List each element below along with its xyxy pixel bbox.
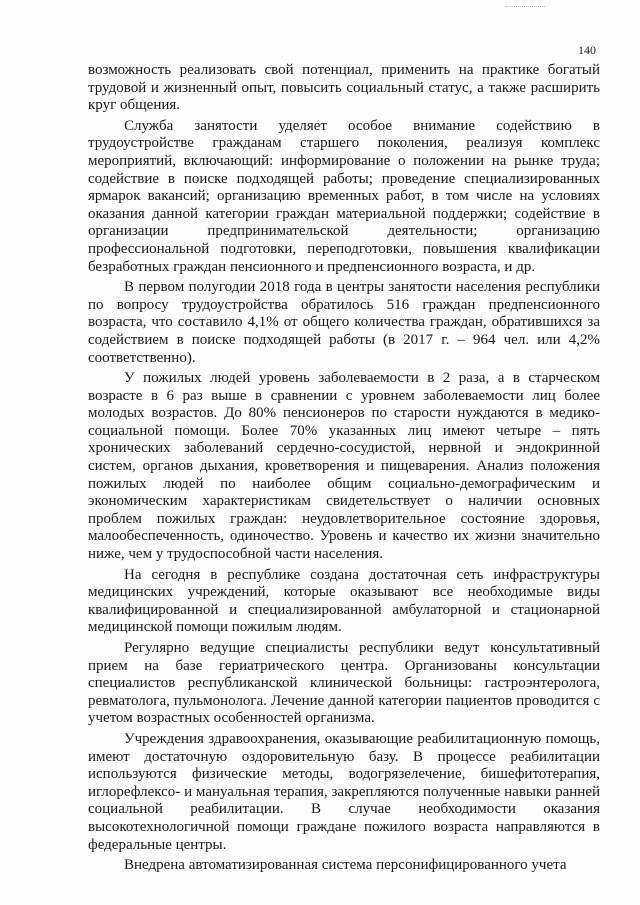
paragraph-automated-system: Внедрена автоматизированная система персонифицированного учета — [124, 857, 567, 874]
paragraph-first-half-2018: В первом полугодии 2018 года в центры занятости населения республики по вопросу трудоустройства обратилось 516 граждан предпенсионного возраста, что составило 4,1% от общего количества граждан, обратившихся за содействием в поиске подходящей работы (в 2017 г. – 964 чел. или 4,2% соответственно). — [88, 279, 600, 366]
paragraph-geriatric-consultations: Регулярно ведущие специалисты республики ведут консультативный прием на базе гериатрического центра. Организованы консультации специалистов республиканской клинической больницы: гастроэнтеролога, ревматолога, пульмонолога. Лечение данной категории пациентов проводится с учетом возрастных особенностей организма. — [88, 640, 600, 727]
paragraph-medical-infrastructure: На сегодня в республике создана достаточная сеть инфраструктуры медицинских учреждений, которые оказывают все необходимые виды квалифицированной и специализированной амбулаторной и стационарной медицинской помощи пожилым людям. — [88, 566, 600, 636]
paragraph-rehabilitation: Учреждения здравоохранения, оказывающие реабилитационную помощь, имеют достаточную оздоровительную базу. В процессе реабилитации используются физические методы, водогрязелечение, бишефитотерапия, иглорефлексо- и мануальная терапия, закрепляются полученные навыки ранней социальной реабилитации. В случае необходимости оказания высокотехнологичной помощи граждане пожилого возраста направляются в федеральные центры. — [88, 730, 600, 853]
paragraph-elderly-morbidity: У пожилых людей уровень заболеваемости в 2 раза, а в старческом возрасте в 6 раз выше в сравнении с уровнем заболеваемости лиц более молодых возрастов. До 80% пенсионеров по старости нуждаются в медико-социальной помощи. Более 70% указанных лиц имеют четыре – пять хронических заболеваний сердечно-сосудистой, нервной и эндокринной систем, органов дыхания, кроветворения и пищеварения. Анализ положения пожилых людей по наиболее общим социально-демографическим и экономическим характеристикам свидетельствует о наличии основных проблем пожилых граждан: неудовлетворительное состояние здоровья, малообеспеченность, одиночество. Уровень и качество их жизни значительно ниже, чем у трудоспособной части населения. — [88, 370, 600, 563]
paragraph-employment-service: Служба занятости уделяет особое внимание содействию в трудоустройстве гражданам старшего поколения, реализуя комплекс мероприятий, включающий: информирование о положении на рынке труда; содействие в поиске подходящей работы; проведение специализированных ярмарок вакансий; организацию временных работ, в том числе на условиях оказания данной категории граждан материальной поддержки; содействие в организации предпринимательской деятельности; организацию профессиональной подготовки, переподготовки, повышения квалификации безработных граждан пенсионного и предпенсионного возраста, и др. — [88, 117, 600, 275]
page-number: 140 — [578, 43, 596, 57]
document-body — [88, 62, 600, 878]
scan-artifact — [505, 6, 545, 9]
paragraph-continuation: возможность реализовать свой потенциал, применить на практике богатый трудовой и жизненный опыт, повысить социальный статус, а также расширить круг общения. — [88, 62, 600, 114]
